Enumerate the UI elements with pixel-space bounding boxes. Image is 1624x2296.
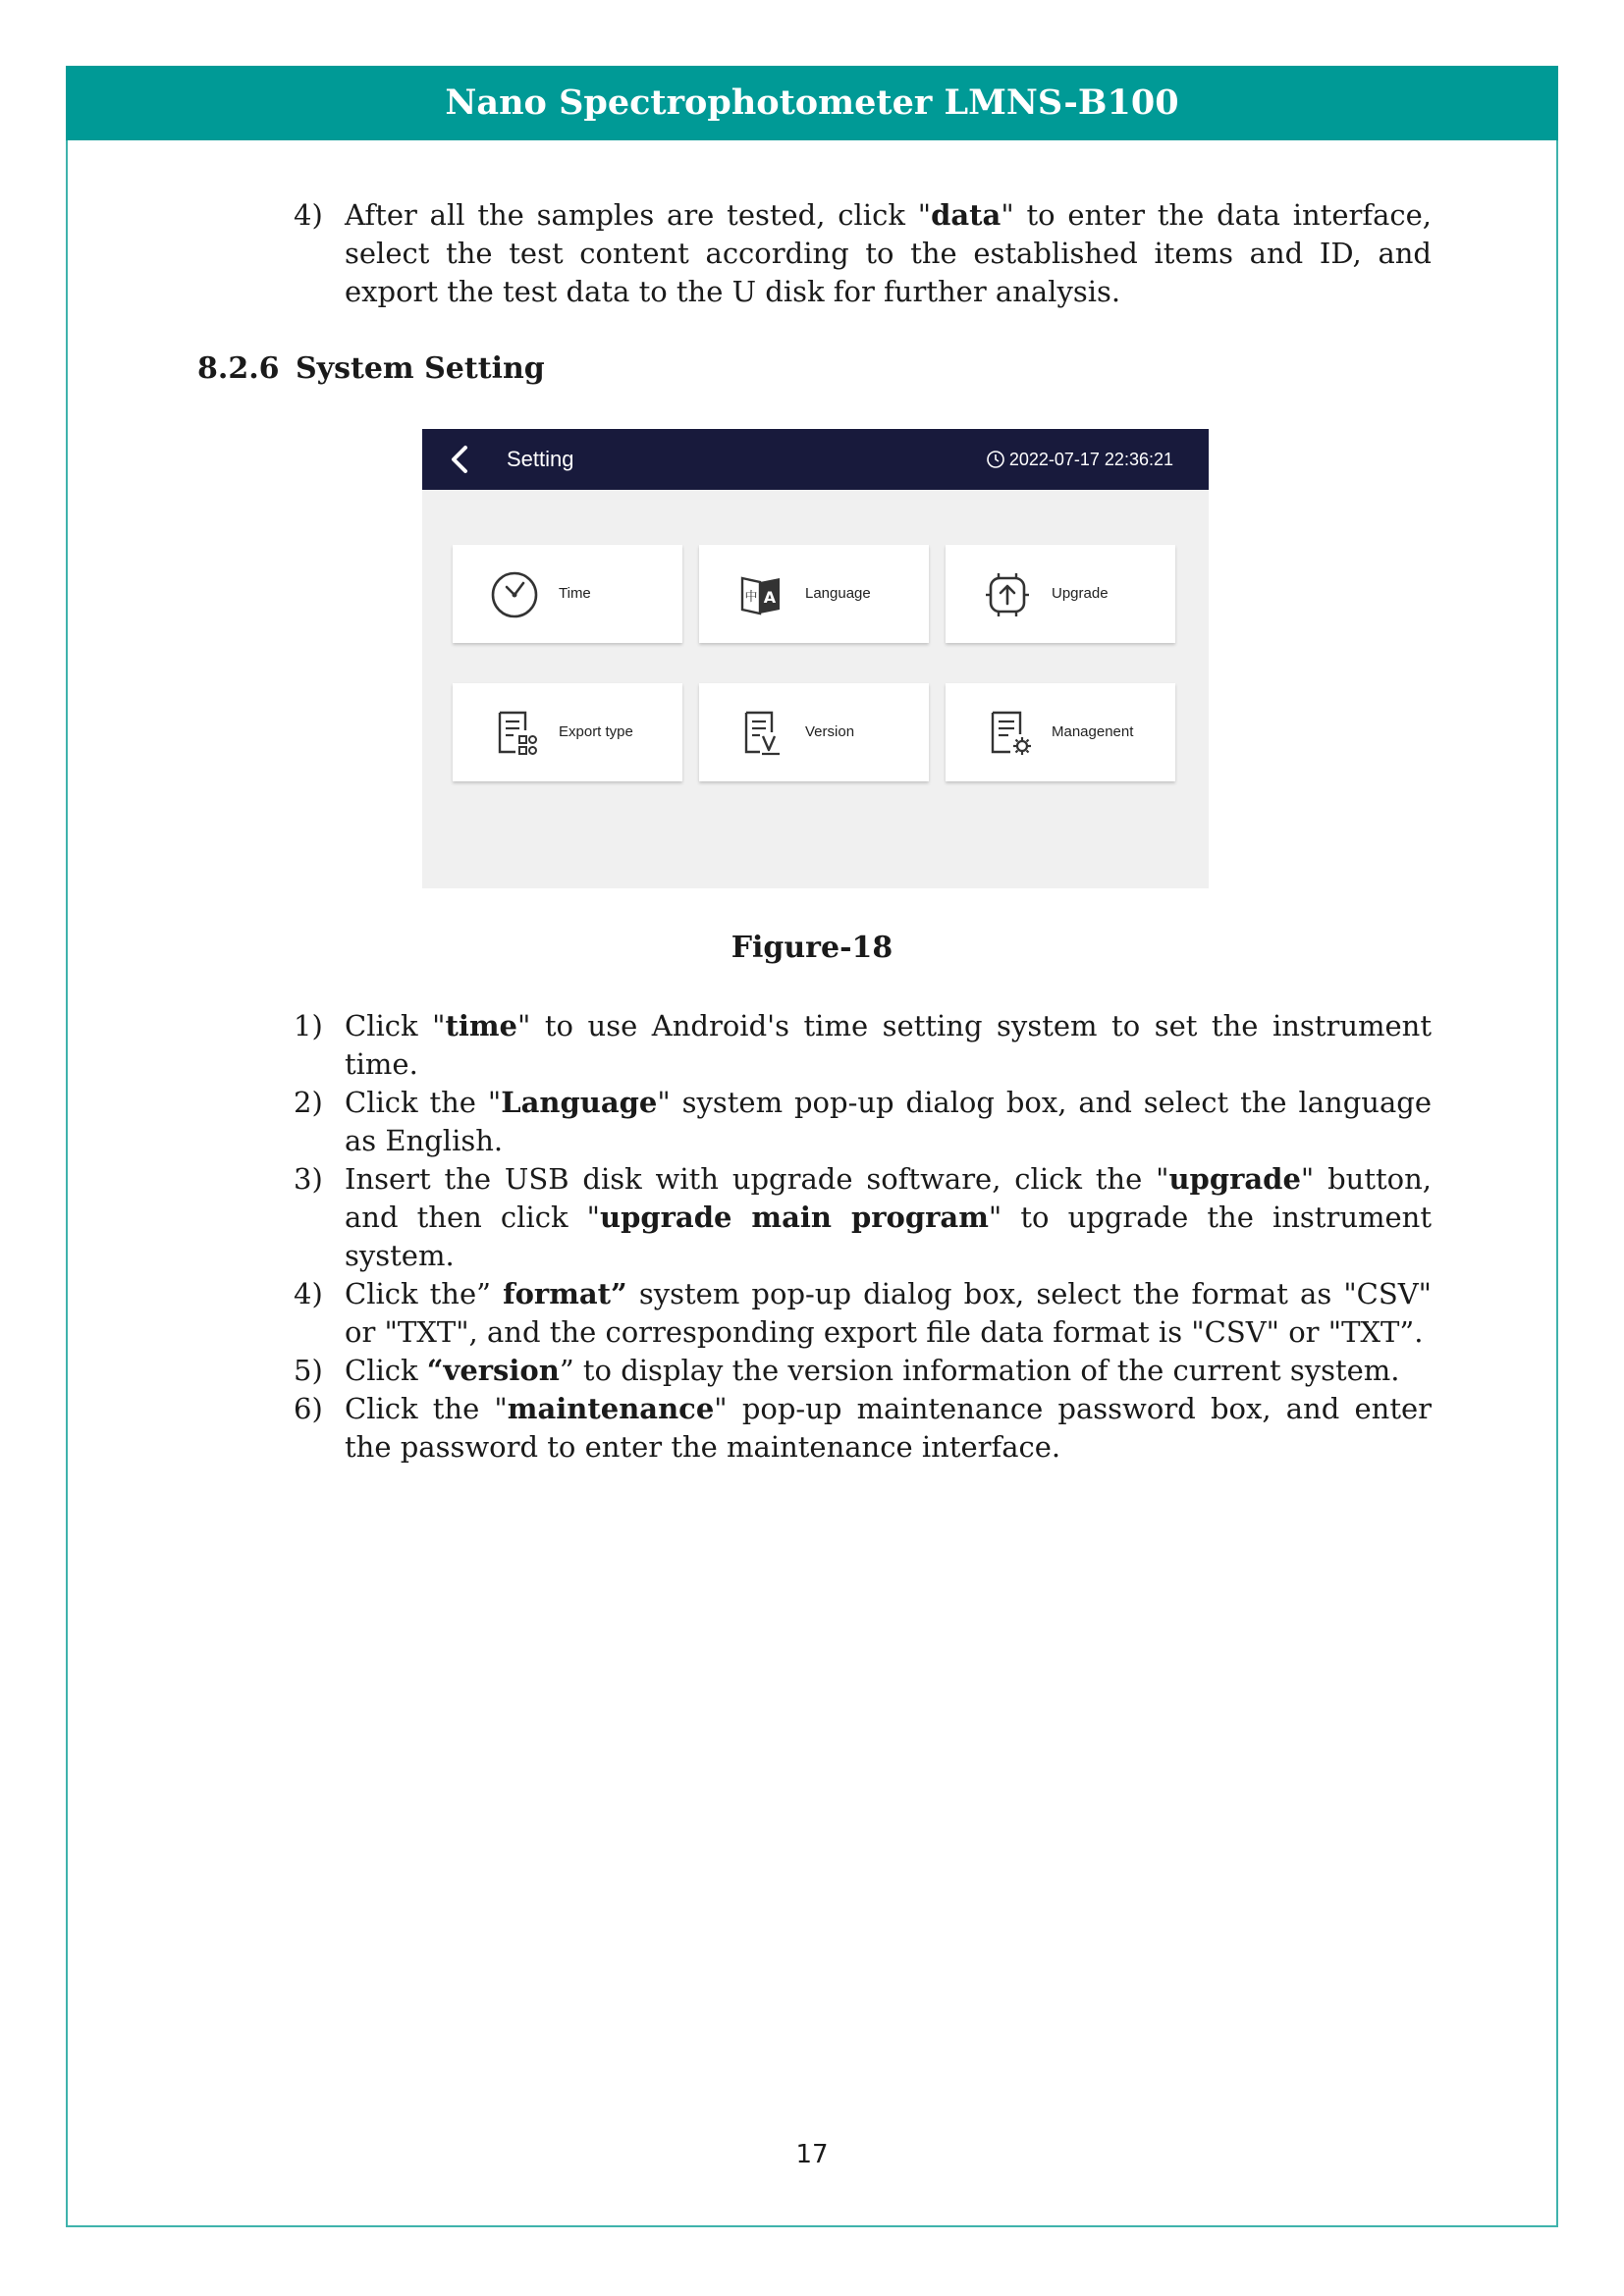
item-text: Click the” [345,1277,504,1310]
management-tile[interactable] [946,683,1175,781]
time-tile[interactable] [453,545,682,643]
page-number: 17 [795,2140,829,2169]
upgrade-tile[interactable] [946,545,1175,643]
item-text: ” to display the version information of the current system. [559,1354,1400,1387]
item-text: " button, and then click " [345,1162,1432,1234]
list-marker: 4) [294,1277,323,1310]
svg-text:中: 中 [744,590,758,605]
steps-list [290,1007,1432,1467]
tile-label: Version [805,723,855,740]
list-marker: 2) [294,1086,323,1119]
list-item [290,1084,1432,1160]
item-bold-term: Language [501,1086,658,1119]
tile-label: Upgrade [1052,585,1109,602]
item-bold-term: upgrade [1168,1162,1301,1196]
header-band [66,66,1558,140]
item-text: " system pop-up dialog box, and select the language as English. [345,1086,1432,1157]
item-text: system pop-up dialog box, select the format as "CSV" or "TXT", and the corresponding export file data format is "CSV" or "TXT”. [345,1277,1433,1349]
language-icon [736,570,785,619]
list-item [290,1390,1432,1467]
back-arrow-icon[interactable] [446,445,475,474]
item-text: Click [345,1354,427,1387]
version-document-icon [736,709,785,758]
language-tile[interactable] [699,545,929,643]
item-bold-term: maintenance [507,1392,715,1425]
item-text: Click the " [345,1392,508,1425]
section-title: System Setting [296,351,545,386]
item-text: " pop-up maintenance password box, and enter the password to enter the maintenance interface. [345,1392,1432,1464]
clock-small-icon [986,450,1005,469]
item-text: Click " [345,1009,446,1042]
intro-list [290,196,1432,311]
management-settings-icon [983,709,1032,758]
datetime-text: 2022-07-17 22:36:21 [1008,450,1173,469]
tile-label: Language [805,585,871,602]
item-bold-term: data [931,198,1001,232]
upgrade-icon [983,570,1032,619]
figure-caption: Figure-18 [731,931,893,965]
item-text: Click the " [345,1086,502,1119]
list-marker: 4) [294,198,323,232]
item-text: " to upgrade the instrument system. [345,1201,1432,1272]
section-heading [197,349,545,389]
item-text: " to use Android's time setting system to set the instrument time. [345,1009,1432,1081]
list-item [290,196,1432,311]
list-item [290,1007,1432,1084]
item-text: " to enter the data interface, select the test content according to the established items and ID, and export the test data to the U disk for further analysis. [345,198,1432,308]
item-bold-term: upgrade main program [599,1201,989,1234]
tile-label: Managenent [1052,723,1134,740]
list-item [290,1275,1432,1352]
item-text: After all the samples are tested, click " [345,198,932,232]
version-tile[interactable] [699,683,929,781]
section-number: 8.2.6 [197,351,280,386]
list-marker: 3) [294,1162,323,1196]
svg-text:A: A [763,588,777,607]
list-item [290,1352,1432,1390]
clock-readout [986,429,1173,490]
screen-title: Setting [507,447,574,471]
tile-label: Time [559,585,591,602]
export-document-icon [490,709,539,758]
export-type-tile[interactable] [453,683,682,781]
item-bold-term: time [445,1009,517,1042]
settings-screenshot [422,429,1209,888]
list-marker: 6) [294,1392,323,1425]
list-item [290,1160,1432,1275]
settings-top-bar [422,429,1209,490]
clock-icon [490,570,539,619]
item-text: Insert the USB disk with upgrade software, click the " [345,1162,1169,1196]
document-title: Nano Spectrophotometer LMNS-B100 [445,82,1179,123]
list-marker: 1) [294,1009,323,1042]
tile-label: Export type [559,723,633,740]
item-bold-term: format” [503,1277,627,1310]
item-bold-term: “version [426,1354,560,1387]
list-marker: 5) [294,1354,323,1387]
